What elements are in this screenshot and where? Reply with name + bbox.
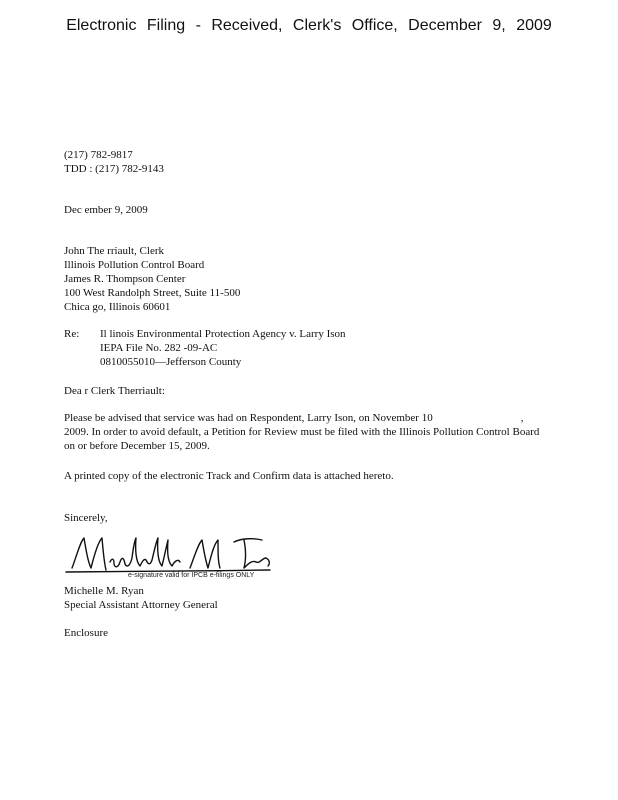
body-paragraph-1-part-1: Please be advised that service was had on Respondent, Larry Ison, on November 10 xyxy=(64,412,433,424)
body-paragraph-1-part-2: , 2009. In order to avoid default, a Petition for Review must be filed with the Illinois Pollution Control Board on or before December 15, 2009. xyxy=(64,412,540,452)
enclosure-note: Enclosure xyxy=(64,627,108,639)
contact-block xyxy=(64,148,164,176)
recipient-org: Illinois Pollution Control Board xyxy=(64,259,205,271)
re-block xyxy=(64,327,346,369)
letter-date: Dec ember 9, 2009 xyxy=(64,204,148,216)
closing: Sincerely, xyxy=(64,512,108,524)
re-line-1: Il linois Environmental Protection Agency v. Larry Ison xyxy=(100,328,346,340)
signer-title: Special Assistant Attorney General xyxy=(64,599,218,611)
re-line-3: 0810055010—Jefferson County xyxy=(100,356,242,368)
phone-number: (217) 782-9817 xyxy=(64,149,133,161)
signature-image xyxy=(58,528,273,584)
body-paragraph-1 xyxy=(64,411,544,453)
electronic-filing-stamp: Electronic Filing - Received, Clerk's Office, December 9, 2009 xyxy=(66,17,552,34)
body-paragraph-2: A printed copy of the electronic Track and Confirm data is attached hereto. xyxy=(64,470,394,482)
salutation: Dea r Clerk Therriault: xyxy=(64,385,165,397)
recipient-name: John The rriault, Clerk xyxy=(64,245,164,257)
recipient-street: 100 West Randolph Street, Suite 11-500 xyxy=(64,287,241,299)
re-line-2: IEPA File No. 282 -09-AC xyxy=(100,342,218,354)
recipient-city: Chica go, Illinois 60601 xyxy=(64,301,171,313)
tdd-number: TDD : (217) 782-9143 xyxy=(64,163,164,175)
signer-block xyxy=(64,584,218,612)
signer-name: Michelle M. Ryan xyxy=(64,585,144,597)
re-label: Re: xyxy=(64,328,80,340)
recipient-building: James R. Thompson Center xyxy=(64,273,186,285)
signature-validity-note: e-signature valid for IPCB e-filings ONLY xyxy=(128,572,255,579)
recipient-address xyxy=(64,244,240,314)
